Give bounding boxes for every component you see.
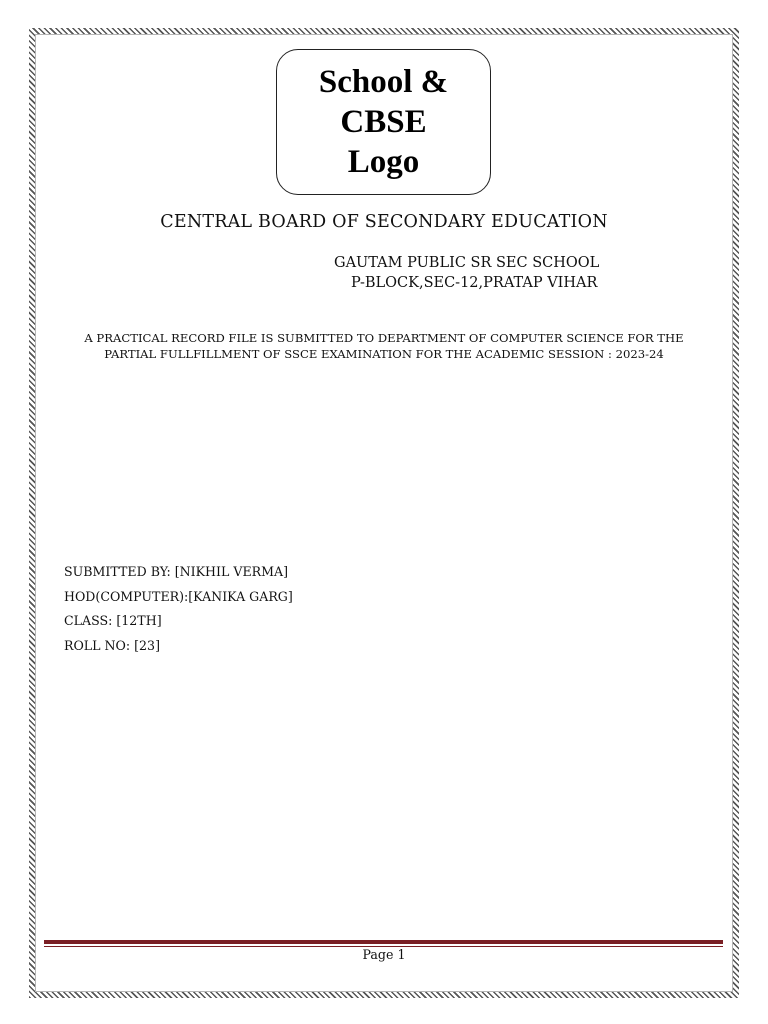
submission-statement [55,330,713,362]
submission-statement-line-1: A PRACTICAL RECORD FILE IS SUBMITTED TO DEPARTMENT OF COMPUTER SCIENCE FOR THE [84,331,684,345]
submitted-by: SUBMITTED BY: [NIKHIL VERMA] [64,564,289,579]
class-detail: CLASS: [12TH] [64,613,162,628]
logo-line-3: Logo [347,144,420,180]
logo-placeholder-box [276,49,491,195]
logo-line-1: School & [318,64,449,100]
school-name: GAUTAM PUBLIC SR SEC SCHOOL [334,255,600,271]
footer-rule-thick [44,940,723,944]
page-number: Page 1 [362,947,406,962]
submission-details [64,563,293,661]
hod-computer: HOD(COMPUTER):[KANIKA GARG] [64,588,293,604]
logo-line-2: CBSE [340,104,427,140]
roll-number: ROLL NO: [23] [64,637,160,653]
board-title: CENTRAL BOARD OF SECONDARY EDUCATION [160,212,608,232]
submission-statement-line-2: PARTIAL FULLFILLMENT OF SSCE EXAMINATION FOR THE ACADEMIC SESSION : 2023-24 [104,347,664,361]
school-address: P-BLOCK,SEC-12,PRATAP VIHAR [351,275,598,291]
logo-placeholder-text [284,62,484,182]
